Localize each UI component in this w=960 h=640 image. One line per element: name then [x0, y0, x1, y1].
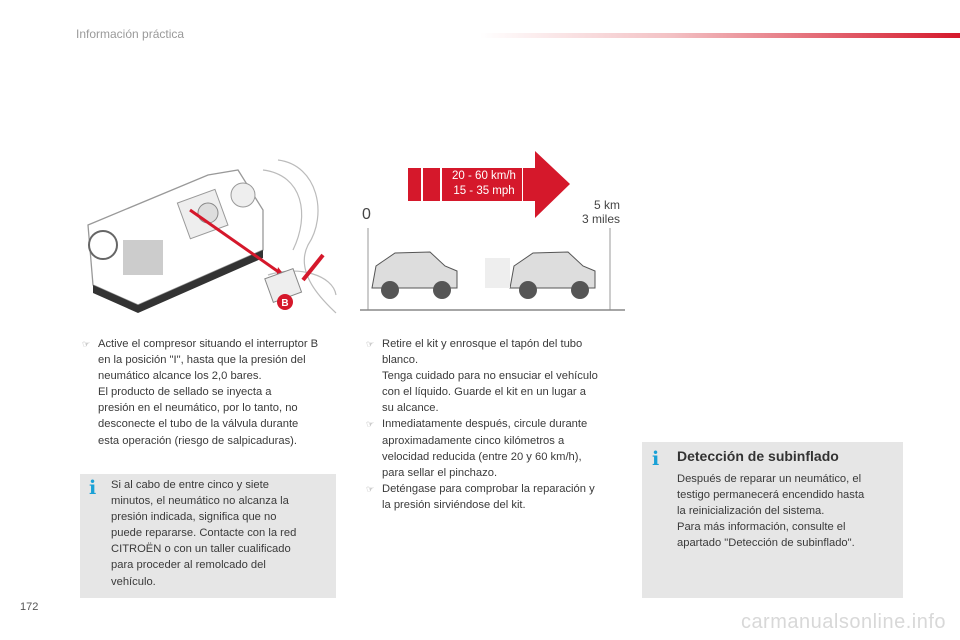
- left-bullet: [82, 336, 338, 449]
- pointing-hand-icon: ☞: [366, 483, 375, 494]
- compressor-illustration: [78, 155, 338, 315]
- right-bullets: [366, 336, 632, 513]
- text-line: velocidad reducida (entre 20 y 60 km/h),: [382, 450, 582, 463]
- speed-mph-label: 15 - 35 mph: [453, 185, 515, 197]
- pointing-hand-icon: ☞: [82, 339, 91, 349]
- info-box-subinflation: [642, 442, 903, 598]
- bullet-item: [366, 336, 632, 416]
- page-number: 172: [20, 601, 39, 613]
- text-line: CITROËN o con un taller cualificado: [111, 543, 291, 556]
- pointing-hand-icon: ☞: [366, 419, 375, 430]
- info-box-title: Detección de subinflado: [677, 448, 839, 464]
- text-line: con el líquido. Guarde el kit en un lugar a: [382, 386, 586, 399]
- bullet-item: [366, 481, 632, 513]
- text-line: para proceder al remolcado del: [111, 559, 266, 572]
- start-label: 0: [362, 206, 371, 223]
- text-line: Para más información, consulte el: [677, 521, 846, 534]
- text-line: presión en el neumático, por lo tanto, no: [98, 402, 298, 415]
- text-line: puede repararse. Contacte con la red: [111, 527, 297, 540]
- header-rule: [480, 33, 960, 38]
- pointing-hand-icon: ☞: [366, 339, 375, 349]
- text-line: la presión sirviéndose del kit.: [382, 498, 526, 511]
- note-box: [80, 474, 336, 598]
- text-line: Después de reparar un neumático, el: [677, 473, 862, 485]
- text-line: El producto de sellado se inyecta a: [98, 386, 272, 399]
- text-line: Active el compresor situando el interruptor B: [98, 338, 319, 350]
- text-line: en la posición "I", hasta que la presión del: [98, 354, 306, 367]
- text-line: Deténgase para comprobar la reparación y: [382, 482, 595, 495]
- text-line: su alcance.: [382, 402, 439, 415]
- text-line: Retire el kit y enrosque el tapón del tubo: [382, 338, 583, 350]
- bullet-item: [366, 416, 632, 480]
- text-line: blanco.: [382, 354, 419, 367]
- text-line: desconecte el tubo de la válvula durante: [98, 418, 299, 431]
- info-icon: i: [89, 477, 97, 499]
- text-line: testigo permanecerá encendido hasta: [677, 489, 865, 502]
- text-line: la reinicialización del sistema.: [677, 505, 825, 518]
- text-line: vehículo.: [111, 575, 156, 588]
- section-title: Información práctica: [76, 27, 185, 41]
- text-line: Tenga cuidado para no ensuciar el vehículo: [382, 370, 598, 383]
- text-line: para sellar el pinchazo.: [382, 466, 498, 479]
- watermark: carmanualsonline.info: [740, 611, 946, 633]
- speed-kmh-label: 20 - 60 km/h: [452, 170, 516, 182]
- distance-km-label: 5 km: [593, 198, 620, 212]
- text-line: neumático alcance los 2,0 bares.: [98, 370, 262, 383]
- text-line: minutos, el neumático no alcanza la: [111, 495, 289, 508]
- callout-b: B: [281, 298, 289, 309]
- distance-miles-label: 3 miles: [581, 212, 620, 226]
- text-line: Inmediatamente después, circule durante: [382, 418, 588, 431]
- driving-illustration: [360, 148, 625, 313]
- text-line: presión indicada, significa que no: [111, 511, 277, 524]
- text-line: Si al cabo de entre cinco y siete: [111, 479, 269, 491]
- text-line: esta operación (riesgo de salpicaduras).: [98, 434, 297, 447]
- info-icon: i: [652, 448, 660, 470]
- text-line: aproximadamente cinco kilómetros a: [382, 434, 565, 447]
- text-line: apartado "Detección de subinflado".: [677, 537, 855, 550]
